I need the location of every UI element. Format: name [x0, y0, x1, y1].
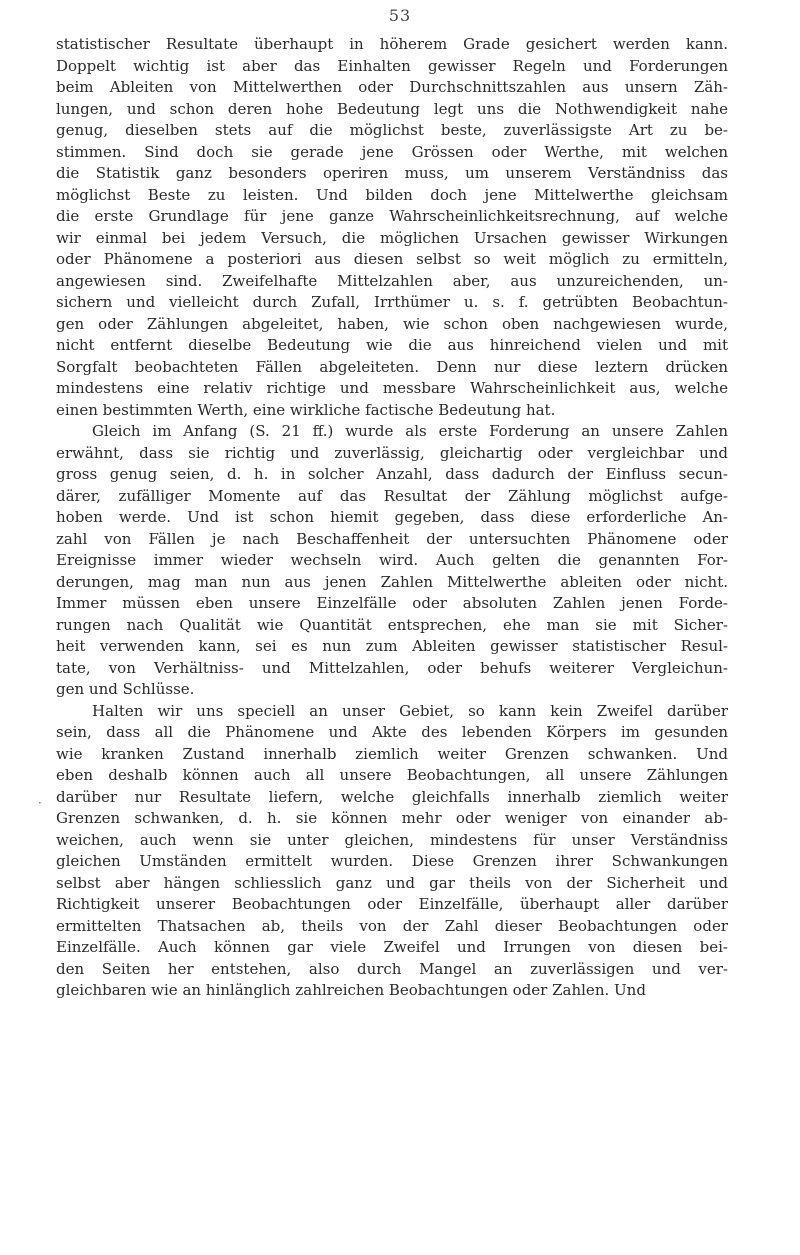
- text-line: Ereignisse immer wieder wechseln wird. Auch gelten die genannten For-: [56, 551, 728, 569]
- text-line: den Seiten her entstehen, also durch Mangel an zuverlässigen und ver-: [56, 959, 728, 978]
- text-line: sein, dass all die Phänomene und Akte des lebenden Körpers im gesunden: [56, 723, 728, 741]
- text-line: lungen, und schon deren hohe Bedeutung legt uns die Nothwendigkeit nahe: [56, 99, 728, 118]
- text-line: erwähnt, dass sie richtig und zuverlässig, gleichartig oder vergleichbar und: [56, 443, 728, 462]
- text-line: nicht entfernt dieselbe Bedeutung wie die aus hinreichend vielen und mit: [56, 336, 728, 354]
- text-line: beim Ableiten von Mittelwerthen oder Durchschnittszahlen aus unsern Zäh-: [56, 78, 728, 96]
- text-line: genug, dieselben stets auf die möglichst beste, zuverlässigste Art zu be-: [56, 121, 728, 139]
- text-line: Sorgfalt beobachteten Fällen abgeleiteten. Denn nur diese leztern drücken: [56, 357, 728, 376]
- text-line: derungen, mag man nun aus jenen Zahlen Mittelwerthe ableiten oder nicht.: [56, 572, 728, 591]
- text-body: [56, 34, 728, 1002]
- text-line: angewiesen sind. Zweifelhafte Mittelzahlen aber, aus unzureichenden, un-: [56, 271, 728, 290]
- paragraph: [56, 34, 728, 421]
- margin-mark: ·: [38, 796, 42, 810]
- text-line: heit verwenden kann, sei es nun zum Ableiten gewisser statistischer Resul-: [56, 637, 728, 655]
- text-line: sichern und vielleicht durch Zufall, Irrthümer u. s. f. getrübten Beobachtun-: [56, 293, 728, 311]
- text-line: Immer müssen eben unsere Einzelfälle oder absoluten Zahlen jenen Forde-: [56, 594, 728, 612]
- paragraph: [56, 701, 728, 1002]
- text-line: statistischer Resultate überhaupt in höherem Grade gesichert werden kann.: [56, 35, 728, 53]
- text-line: eben deshalb können auch all unsere Beobachtungen, all unsere Zählungen: [56, 766, 728, 784]
- text-line: möglichst Beste zu leisten. Und bilden doch jene Mittelwerthe gleichsam: [56, 185, 728, 204]
- text-line: gen oder Zählungen abgeleitet, haben, wie schon oben nachgewiesen wurde,: [56, 314, 728, 333]
- text-line: därer, zufälliger Momente auf das Resultat der Zählung möglichst aufge-: [56, 486, 728, 505]
- text-line: Richtigkeit unserer Beobachtungen oder Einzelfälle, überhaupt aller darüber: [56, 895, 728, 913]
- text-line: weichen, auch wenn sie unter gleichen, mindestens für unser Verständniss: [56, 830, 728, 849]
- text-line: stimmen. Sind doch sie gerade jene Grössen oder Werthe, mit welchen: [56, 142, 728, 161]
- text-line: ermittelten Thatsachen ab, theils von der Zahl dieser Beobachtungen oder: [56, 916, 728, 935]
- text-line: wir einmal bei jedem Versuch, die möglichen Ursachen gewisser Wirkungen: [56, 228, 728, 247]
- text-line: gen und Schlüsse.: [56, 680, 195, 698]
- text-line: selbst aber hängen schliesslich ganz und gar theils von der Sicherheit und: [56, 873, 728, 892]
- text-line: die erste Grundlage für jene ganze Wahrscheinlichkeitsrechnung, auf welche: [56, 207, 728, 225]
- text-line: wie kranken Zustand innerhalb ziemlich weiter Grenzen schwanken. Und: [56, 744, 728, 763]
- text-line: Doppelt wichtig ist aber das Einhalten gewisser Regeln und Forderungen: [56, 56, 728, 75]
- text-line: gross genug seien, d. h. in solcher Anzahl, dass dadurch der Einfluss secun-: [56, 465, 728, 483]
- text-line: darüber nur Resultate liefern, welche gleichfalls innerhalb ziemlich weiter: [56, 787, 728, 806]
- text-line: mindestens eine relativ richtige und messbare Wahrscheinlichkeit aus, welche: [56, 379, 728, 397]
- text-line: Halten wir uns speciell an unser Gebiet, so kann kein Zweifel darüber: [92, 701, 728, 720]
- text-line: rungen nach Qualität wie Quantität entsprechen, ehe man sie mit Sicher-: [56, 615, 728, 634]
- text-line: Einzelfälle. Auch können gar viele Zweifel und Irrungen von diesen bei-: [56, 938, 728, 956]
- text-line: die Statistik ganz besonders operiren muss, um unserem Verständniss das: [56, 164, 728, 182]
- text-line: Grenzen schwanken, d. h. sie können mehr oder weniger von einander ab-: [56, 809, 728, 827]
- text-line: gleichbaren wie an hinlänglich zahlreichen Beobachtungen oder Zahlen. Und: [56, 981, 646, 999]
- text-line: Gleich im Anfang (S. 21 ff.) wurde als erste Forderung an unsere Zahlen: [92, 422, 728, 440]
- page-number: 53: [388, 6, 412, 25]
- text-line: gleichen Umständen ermittelt wurden. Diese Grenzen ihrer Schwankungen: [56, 852, 728, 870]
- text-line: einen bestimmten Werth, eine wirkliche factische Bedeutung hat.: [56, 400, 556, 419]
- text-line: zahl von Fällen je nach Beschaffenheit der untersuchten Phänomene oder: [56, 529, 728, 548]
- text-line: hoben werde. Und ist schon hiemit gegeben, dass diese erforderliche An-: [56, 508, 728, 526]
- text-line: tate, von Verhältniss- und Mittelzahlen, oder behufs weiterer Vergleichun-: [56, 658, 728, 677]
- paragraph: [56, 421, 728, 701]
- text-line: oder Phänomene a posteriori aus diesen selbst so weit möglich zu ermitteln,: [56, 250, 728, 268]
